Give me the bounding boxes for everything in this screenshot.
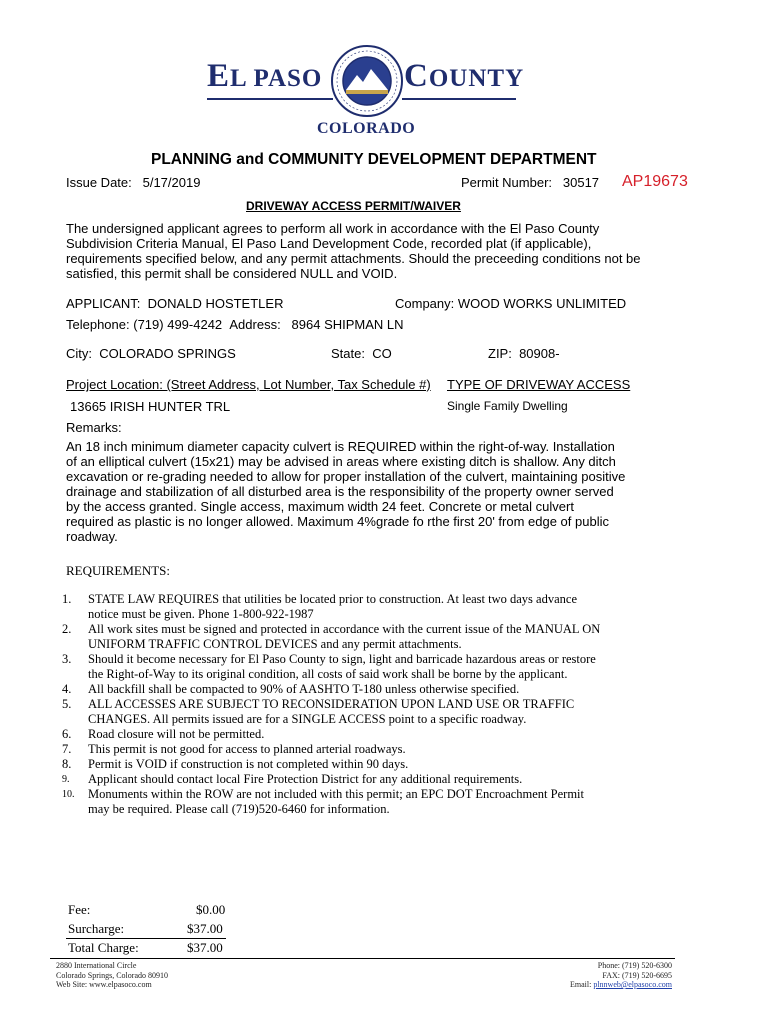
- company-name: WOOD WORKS UNLIMITED: [457, 296, 627, 311]
- permit-code: AP19673: [622, 173, 688, 190]
- surcharge-value: $37.00: [187, 921, 223, 936]
- permit-number-row: Permit Number: 30517: [461, 175, 600, 190]
- state-row: State: CO: [331, 346, 392, 361]
- permit-number-value: 30517: [562, 175, 600, 190]
- logo-underline-right: [402, 98, 516, 100]
- driveway-type-label: TYPE OF DRIVEWAY ACCESS: [447, 377, 631, 392]
- department-title: PLANNING and COMMUNITY DEVELOPMENT DEPARTMENT: [151, 151, 597, 168]
- permit-title: DRIVEWAY ACCESS PERMIT/WAIVER: [246, 199, 461, 213]
- logo-el-paso: EL PASO: [207, 58, 323, 94]
- issue-date-value: 5/17/2019: [142, 175, 201, 190]
- county-seal-icon: [330, 44, 404, 118]
- city-value: COLORADO SPRINGS: [99, 346, 236, 361]
- telephone-row: Telephone: (719) 499-4242 Address: 8964 SHIPMAN LN: [66, 317, 404, 332]
- driveway-type-value: Single Family Dwelling: [447, 399, 568, 413]
- footer-address: 2880 International Circle Colorado Springs, Colorado 80910 Web Site: www.elpasoco.com: [56, 961, 168, 989]
- logo-colorado: COLORADO: [317, 120, 416, 137]
- footer-divider: [50, 958, 675, 959]
- issue-date-row: Issue Date: 5/17/2019: [66, 175, 201, 190]
- logo-county: COUNTY: [404, 58, 525, 94]
- fee-label: Fee:: [68, 902, 91, 917]
- fee-value: $0.00: [196, 902, 226, 917]
- state-value: CO: [372, 346, 392, 361]
- total-label: Total Charge:: [68, 940, 139, 955]
- project-location-label: Project Location: (Street Address, Lot Number, Tax Schedule #): [66, 377, 431, 392]
- address-value: 8964 SHIPMAN LN: [291, 317, 404, 332]
- intro-paragraph: The undersigned applicant agrees to perform all work in accordance with the El Paso County Subdivision Criteria Manual, El Paso Land Development Code, recorded plat (if applicable), requirements specified below, and any permit attachments. Should the preceeding conditions not be satisfied, this permit shall be considered NULL and VOID.: [66, 221, 641, 281]
- applicant-row: APPLICANT: DONALD HOSTETLER: [66, 296, 284, 311]
- company-row: Company: WOOD WORKS UNLIMITED: [395, 296, 627, 311]
- total-value: $37.00: [187, 940, 223, 955]
- remarks-label: Remarks:: [66, 420, 122, 435]
- zip-row: ZIP: 80908-: [488, 346, 560, 361]
- project-location-value: 13665 IRISH HUNTER TRL: [70, 399, 231, 414]
- footer-contact: Phone: (719) 520-6300 FAX: (719) 520-6695 Email: plnnweb@elpasoco.com: [569, 961, 672, 989]
- surcharge-label: Surcharge:: [68, 921, 125, 936]
- telephone-value: (719) 499-4242: [133, 317, 223, 332]
- logo-underline-left: [207, 98, 333, 100]
- applicant-name: DONALD HOSTETLER: [147, 296, 284, 311]
- email-link[interactable]: plnnweb@elpasoco.com: [593, 980, 672, 989]
- zip-value: 80908-: [519, 346, 560, 361]
- city-row: City: COLORADO SPRINGS: [66, 346, 236, 361]
- fee-divider: [66, 938, 226, 939]
- remarks-text: An 18 inch minimum diameter capacity culvert is REQUIRED within the right-of-way. Installation of an elliptical culvert (15x21) may be advised in areas where existing ditch is shallow. Any ditch excavation or re-grading needed to allow for proper installation of the culvert, maintaining positive drainage and stabilization of all disturbed area is the responsibility of the property owner served by the access granted. Single access, maximum width 24 feet. Concrete or metal culvert required as plastic is no longer allowed. Maximum 4%grade fo rthe first 20' from edge of public roadway.: [66, 439, 626, 544]
- requirements-label: REQUIREMENTS:: [66, 563, 170, 578]
